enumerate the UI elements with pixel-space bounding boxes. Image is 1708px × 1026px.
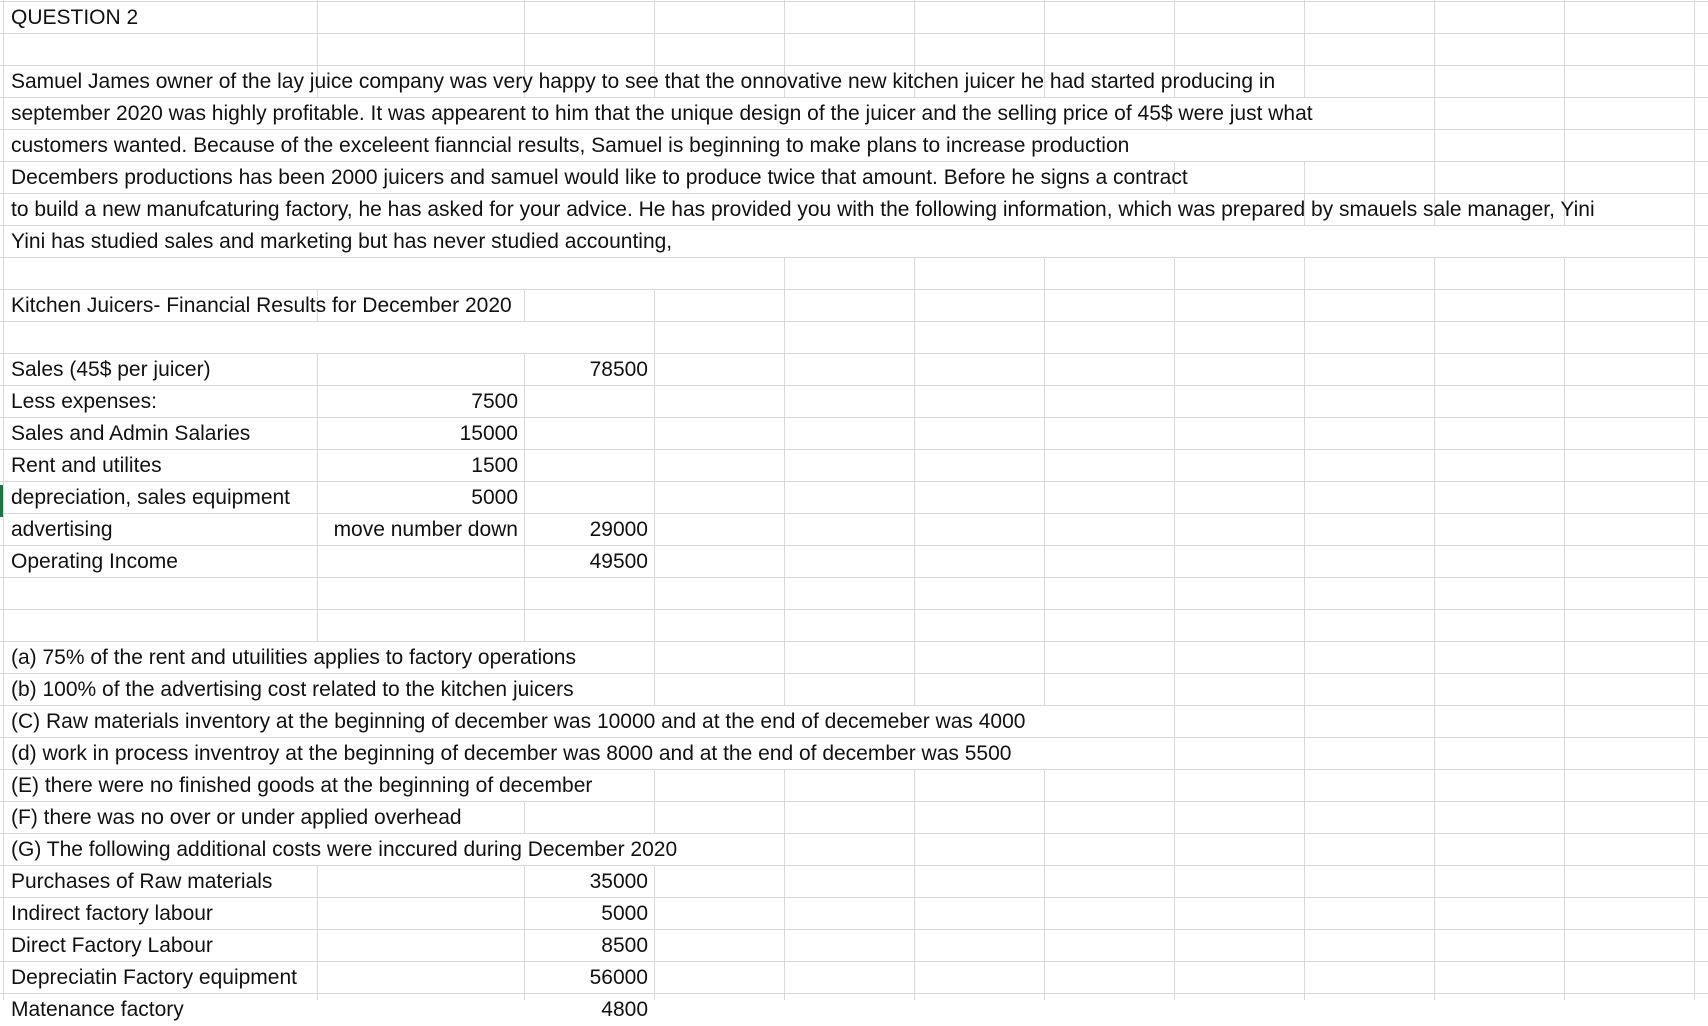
cost-label[interactable]: Matenance factory: [11, 998, 184, 1021]
salaries-value[interactable]: 15000: [459, 422, 518, 445]
sales-value[interactable]: 78500: [589, 358, 648, 381]
operating-income-label[interactable]: Operating Income: [11, 550, 178, 573]
depreciation-label[interactable]: depreciation, sales equipment: [11, 486, 291, 509]
note-line[interactable]: (G) The following additional costs were inccured during December 2020: [11, 838, 678, 861]
salaries-label[interactable]: Sales and Admin Salaries: [11, 422, 251, 445]
less-expenses-value[interactable]: 7500: [471, 390, 518, 413]
note-line[interactable]: (E) there were no finished goods at the beginning of december: [11, 774, 593, 797]
cost-value[interactable]: 8500: [601, 934, 648, 957]
cost-value[interactable]: 4800: [601, 998, 648, 1021]
cost-label[interactable]: Direct Factory Labour: [11, 934, 213, 957]
note-line[interactable]: (F) there was no over or under applied overhead: [11, 806, 462, 829]
cost-value[interactable]: 5000: [601, 902, 648, 925]
paragraph-line[interactable]: customers wanted. Because of the exceleent fianncial results, Samuel is beginning to make plans to increase production: [11, 134, 1130, 157]
financial-heading[interactable]: Kitchen Juicers- Financial Results for December 2020: [11, 294, 512, 317]
note-line[interactable]: (a) 75% of the rent and utuilities applies to factory operations: [11, 646, 576, 669]
paragraph-line[interactable]: to build a new manufcaturing factory, he has asked for your advice. He has provided you with the following information, which was prepared by smauels sale manager, Yini: [11, 198, 1595, 221]
cost-label[interactable]: Purchases of Raw materials: [11, 870, 273, 893]
depreciation-value[interactable]: 5000: [471, 486, 518, 509]
cost-value[interactable]: 35000: [589, 870, 648, 893]
less-expenses-label[interactable]: Less expenses:: [11, 390, 157, 413]
rent-label[interactable]: Rent and utilites: [11, 454, 162, 477]
operating-income-value[interactable]: 49500: [589, 550, 648, 573]
note-line[interactable]: (b) 100% of the advertising cost related to the kitchen juicers: [11, 678, 574, 701]
cost-value[interactable]: 56000: [589, 966, 648, 989]
sheet-title[interactable]: QUESTION 2: [11, 6, 139, 29]
advertising-label[interactable]: advertising: [11, 518, 113, 541]
expenses-total[interactable]: 29000: [589, 518, 648, 541]
rent-value[interactable]: 1500: [471, 454, 518, 477]
cost-label[interactable]: Indirect factory labour: [11, 902, 213, 925]
note-line[interactable]: (d) work in process inventroy at the beginning of december was 8000 and at the end of december was 5500: [11, 742, 1012, 765]
paragraph-line[interactable]: Yini has studied sales and marketing but has never studied accounting,: [11, 230, 673, 253]
sales-label[interactable]: Sales (45$ per juicer): [11, 358, 211, 381]
advertising-note[interactable]: move number down: [333, 518, 518, 541]
paragraph-line[interactable]: september 2020 was highly profitable. It was appearent to him that the unique design of the juicer and the selling price of 45$ were just what: [11, 102, 1313, 125]
cost-label[interactable]: Depreciatin Factory equipment: [11, 966, 297, 989]
note-line[interactable]: (C) Raw materials inventory at the beginning of december was 10000 and at the end of decemeber was 4000: [11, 710, 1026, 733]
paragraph-line[interactable]: Samuel James owner of the lay juice company was very happy to see that the onnovative new kitchen juicer he had started producing in: [11, 70, 1276, 93]
paragraph-line[interactable]: Decembers productions has been 2000 juicers and samuel would like to produce twice that amount. Before he signs a contract: [11, 166, 1188, 189]
